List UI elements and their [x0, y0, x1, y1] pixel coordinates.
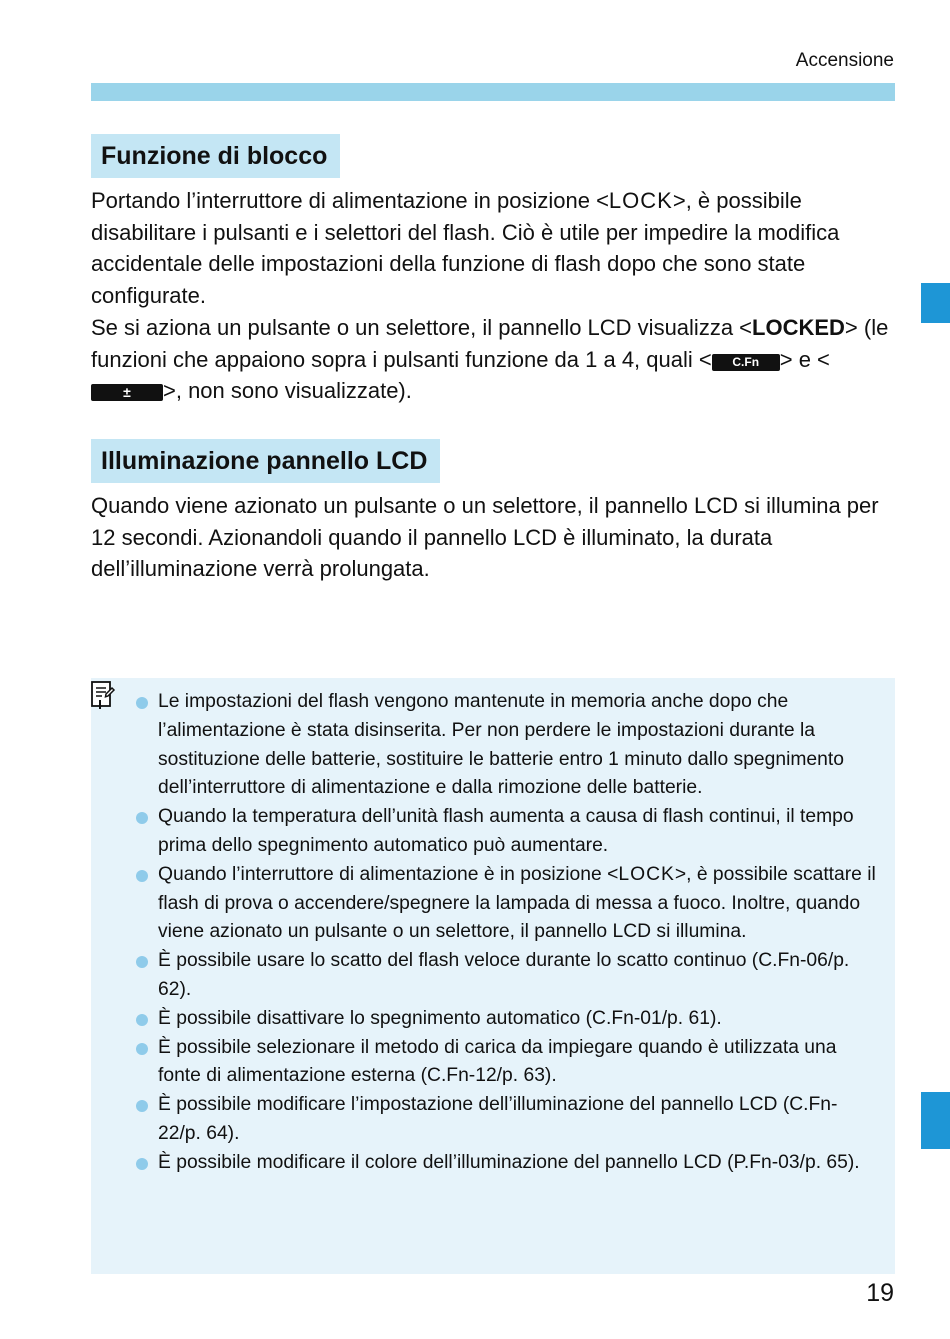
lock-function-paragraph-2: Se si aziona un pulsante o un selettore, il pannello LCD visualizza <LOCKED> (le funzioni che appaiono sopra i pulsanti funzione da 1 a 4, quali < C.Fn > e <± >, non sono visualizzate). — [91, 314, 889, 404]
note-item: È possibile modificare il colore dell’illuminazione del pannello LCD (P.Fn-03/p. 65). — [134, 1149, 879, 1178]
lock-position-label: LOCK — [608, 188, 673, 213]
lcd-illumination-paragraph: Quando viene azionato un pulsante o un selettore, il pannello LCD si illumina per 12 secondi. Azionandoli quando il pannello LCD è illuminato, la durata dell’illuminazione verrà prolungata. — [91, 493, 879, 582]
exposure-compensation-button-icon: ± — [91, 384, 163, 401]
bullet-icon — [136, 697, 148, 709]
bullet-icon — [136, 1014, 148, 1026]
memo-note-icon — [90, 680, 116, 710]
note-item: È possibile modificare l’impostazione dell’illuminazione del pannello LCD (C.Fn-22/p. 64). — [134, 1091, 879, 1149]
section-heading-lock-function: Funzione di blocco — [91, 134, 340, 178]
notes-list — [134, 688, 879, 1178]
chapter-tab-marker — [921, 283, 950, 323]
cfn-button-icon: C.Fn — [712, 354, 780, 371]
note-item: È possibile selezionare il metodo di carica da impiegare quando è utilizzata una fonte di alimentazione esterna (C.Fn-12/p. 63). — [134, 1034, 879, 1092]
locked-display-label: LOCKED — [752, 314, 845, 340]
lcd-illumination-body — [91, 490, 891, 585]
bullet-icon — [136, 1158, 148, 1170]
lock-position-label: LOCK — [618, 863, 675, 885]
note-item: Quando la temperatura dell’unità flash aumenta a causa di flash continui, il tempo prima dello spegnimento automatico può aumentare. — [134, 803, 879, 861]
lock-function-paragraph-1: Portando l’interruttore di alimentazione in posizione <LOCK>, è possibile disabilitare i pulsanti e i selettori del flash. Ciò è utile per impedire la modifica accidentale delle impostazioni della funzione di flash dopo che sono state configurate. — [91, 188, 840, 309]
bullet-icon — [136, 1100, 148, 1112]
bullet-icon — [136, 1043, 148, 1055]
chapter-tab-marker-secondary — [921, 1092, 950, 1149]
lock-function-body — [91, 185, 891, 407]
bullet-icon — [136, 956, 148, 968]
note-item: È possibile disattivare lo spegnimento automatico (C.Fn-01/p. 61). — [134, 1005, 879, 1034]
bullet-icon — [136, 870, 148, 882]
section-header-label: Accensione — [795, 50, 894, 71]
note-item: È possibile usare lo scatto del flash veloce durante lo scatto continuo (C.Fn-06/p. 62). — [134, 947, 879, 1005]
header-bar — [91, 83, 895, 101]
bullet-icon — [136, 812, 148, 824]
page-number: 19 — [866, 1279, 894, 1307]
note-item: Quando l’interruttore di alimentazione è in posizione <LOCK>, è possibile scattare il flash di prova o accendere/spegnere la lampada di messa a fuoco. Inoltre, quando viene azionato un pulsante o un selettore, il pannello LCD si illumina. — [134, 861, 879, 947]
section-heading-lcd-illumination: Illuminazione pannello LCD — [91, 439, 440, 483]
note-item: Le impostazioni del flash vengono mantenute in memoria anche dopo che l’alimentazione è stata disinserita. Per non perdere le impostazioni durante la sostituzione delle batterie, sostituire le batterie entro 1 minuto dallo spegnimento dell’interruttore di alimentazione e dalla rimozione delle batterie. — [134, 688, 879, 803]
